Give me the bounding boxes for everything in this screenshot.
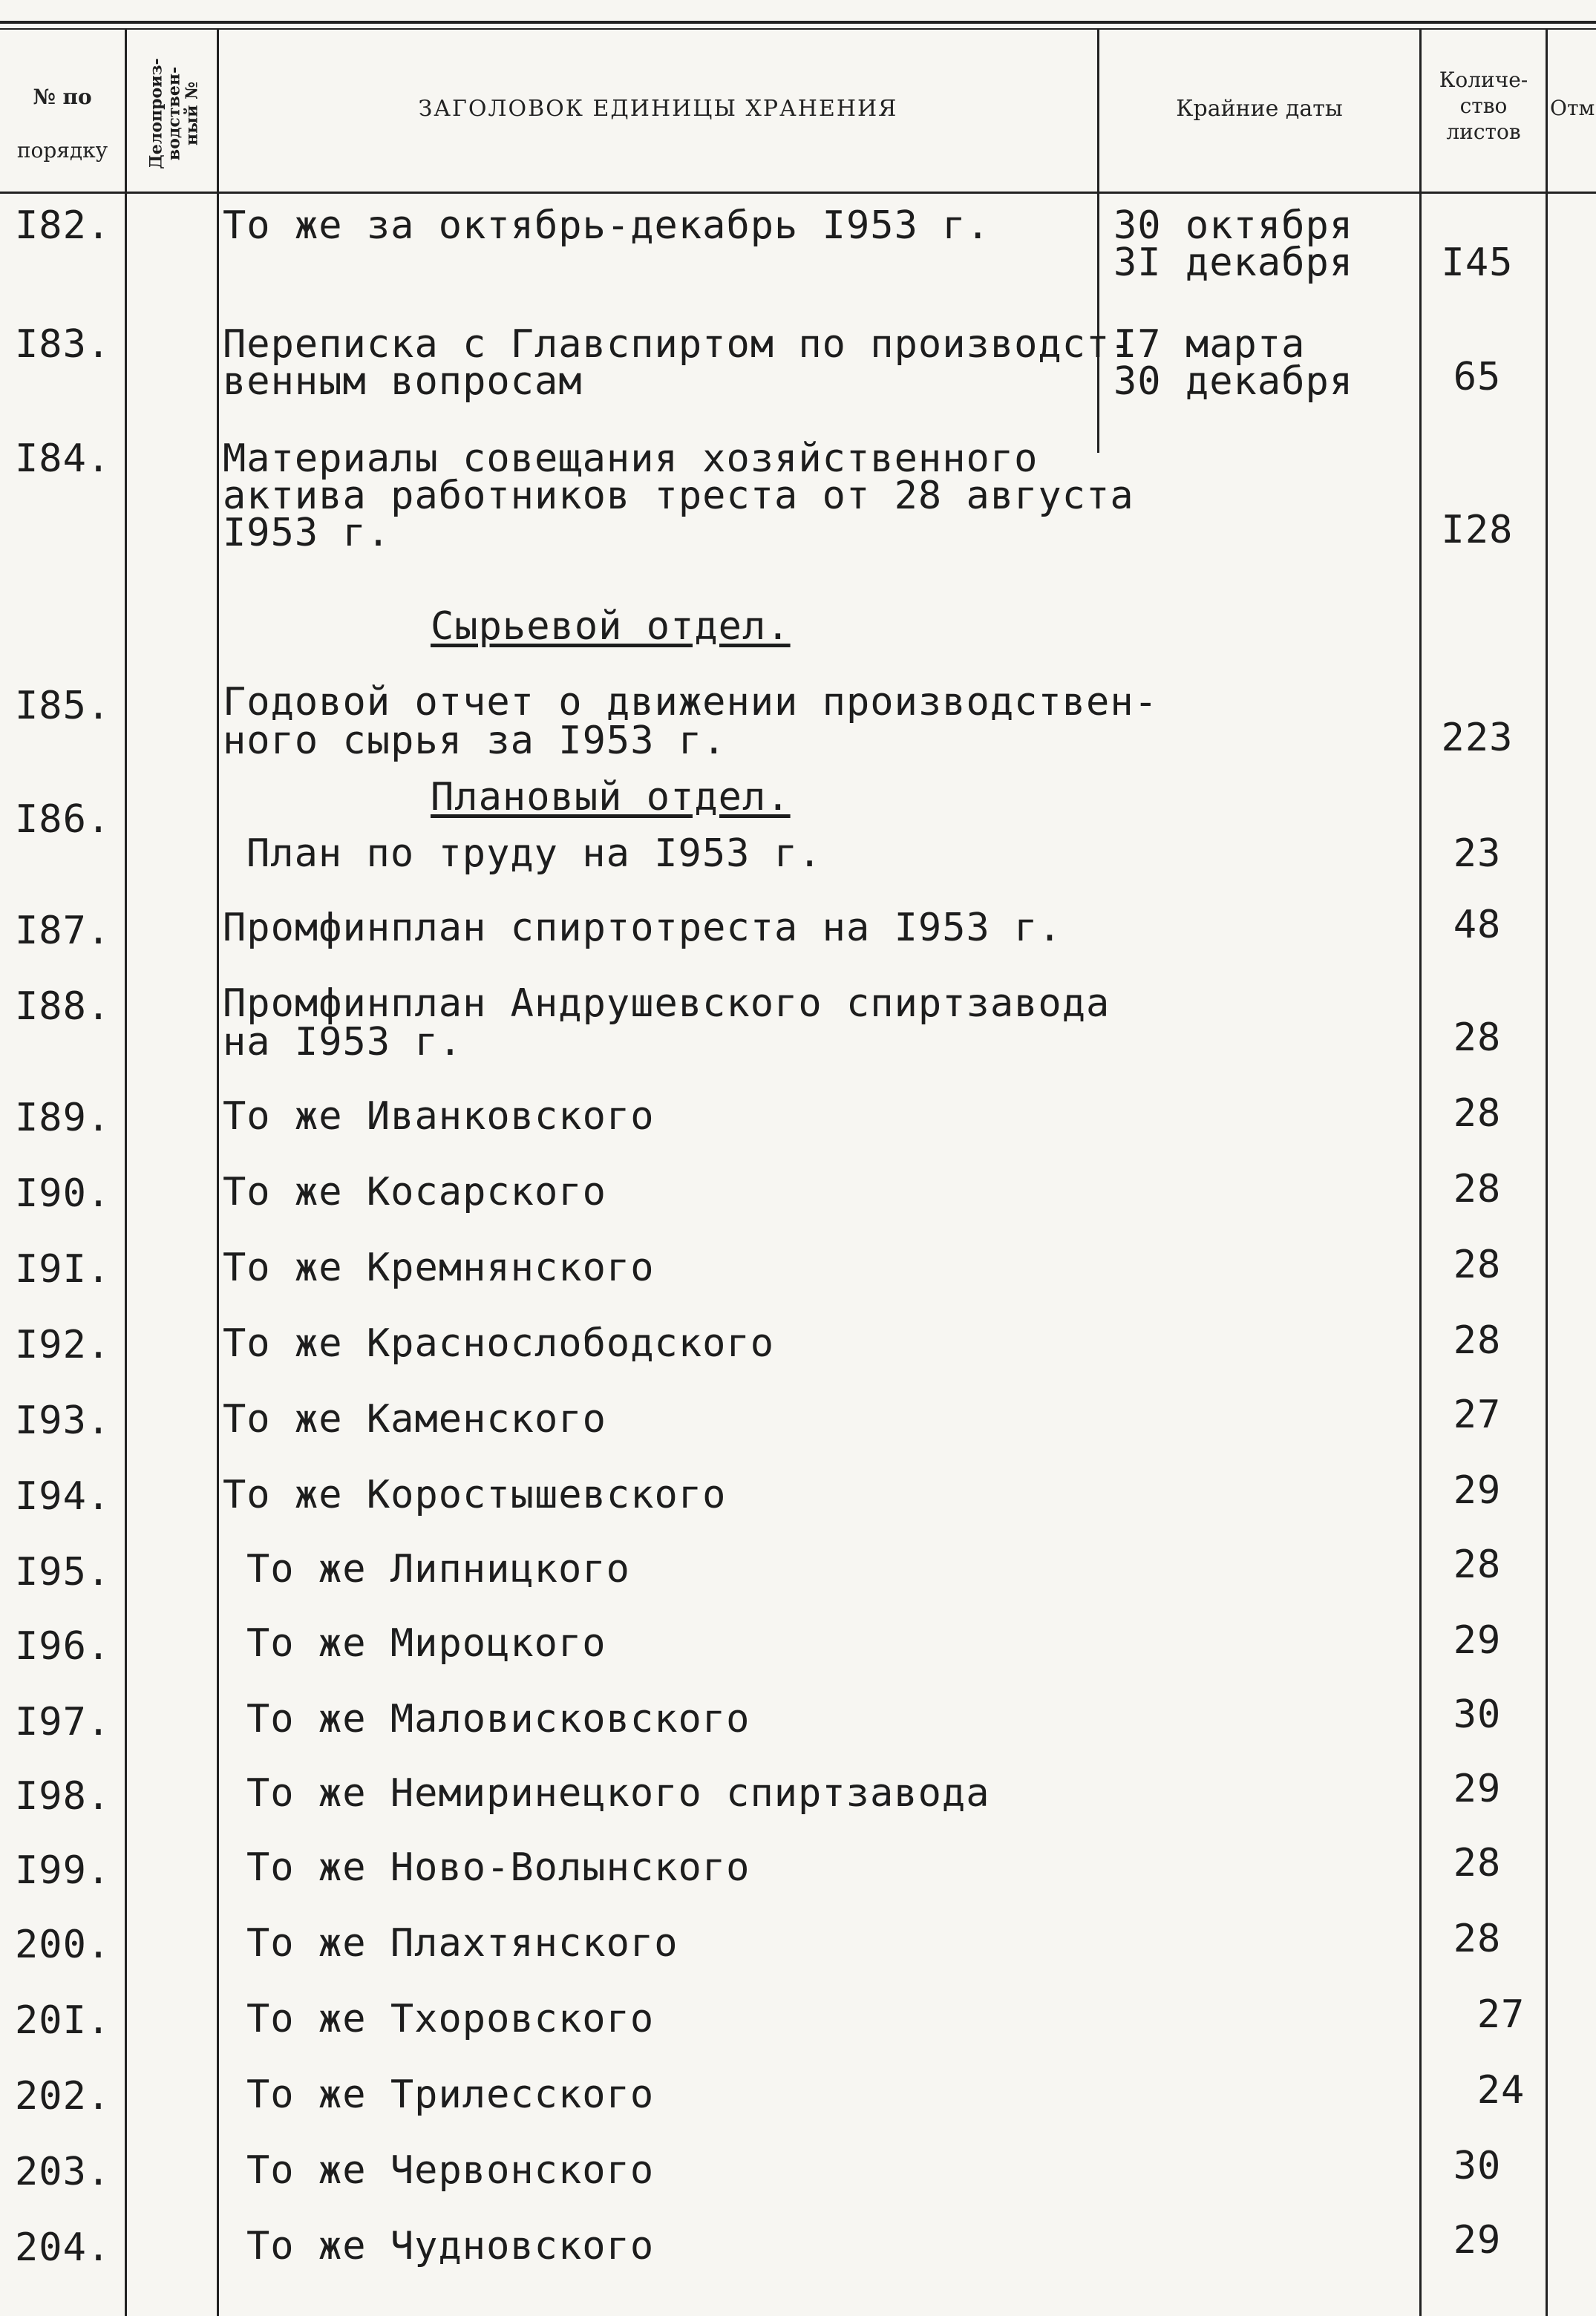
header-title: ЗАГОЛОВОК ЕДИНИЦЫ ХРАНЕНИЯ	[418, 96, 898, 122]
row-title: То же Мироцкого	[246, 1621, 606, 1666]
row-count: I45	[1441, 241, 1514, 285]
row-title: То же Чудновского	[246, 2224, 655, 2268]
row-num: I86.	[15, 797, 111, 842]
row-title: То же Маловисковского	[246, 1697, 750, 1741]
row-title: актива работников треста от 28 августа	[223, 474, 1134, 518]
row-title: То же Плахтянского	[246, 1921, 678, 1966]
row-num: I94.	[15, 1474, 111, 1519]
row-count: 28	[1453, 1167, 1502, 1211]
row-title: Переписка с Главспиртом по производст-	[223, 322, 1134, 367]
row-count: I28	[1441, 508, 1514, 552]
header-count-line2: ство	[1459, 94, 1508, 118]
header-dates: Крайние даты	[1176, 96, 1343, 122]
row-title: То же Коростышевского	[223, 1473, 727, 1517]
row-title: План по труду на I953 г.	[246, 831, 822, 876]
row-num: I99.	[15, 1848, 111, 1893]
row-count: 30	[1453, 1692, 1502, 1737]
row-title: То же Каменского	[223, 1397, 606, 1442]
header-num-line2: порядку	[16, 138, 108, 163]
row-title: То же Косарского	[223, 1170, 606, 1214]
header-num	[0, 71, 125, 177]
row-num: I87.	[15, 909, 111, 953]
row-title: То же Краснослободского	[223, 1321, 775, 1366]
row-num: I96.	[15, 1624, 111, 1669]
row-date-start: I7 марта	[1113, 322, 1306, 367]
row-title: ного сырья за I953 г.	[223, 719, 727, 763]
row-count: 23	[1453, 831, 1502, 876]
header-office-line2: водствен-	[164, 66, 184, 161]
col-rule-1	[125, 30, 127, 2316]
row-count: 29	[1453, 1767, 1502, 1811]
row-title: Промфинплан спиртотреста на I953 г.	[223, 906, 1062, 950]
row-count: 28	[1453, 1015, 1502, 1060]
row-num: 203.	[15, 2150, 111, 2194]
row-num: 204.	[15, 2225, 111, 2270]
row-count: 48	[1453, 903, 1502, 947]
row-num: I90.	[15, 1171, 111, 1216]
row-title: на I953 г.	[223, 1020, 463, 1064]
row-num: 20I.	[15, 1998, 111, 2043]
col-rule-2	[217, 30, 219, 2316]
top-rule-thin	[0, 28, 1596, 30]
row-title: венным вопросам	[223, 359, 583, 404]
row-date-end: 30 декабря	[1113, 359, 1354, 404]
row-title: То же Иванковского	[223, 1094, 655, 1139]
row-count: 29	[1453, 1618, 1502, 1663]
row-title: То же Тхоровского	[246, 1997, 655, 2041]
section-planning: Плановый отдел.	[431, 775, 791, 820]
row-count: 28	[1453, 1543, 1502, 1587]
header-office-line3: ный №	[183, 81, 203, 146]
col-rule-3	[1097, 30, 1099, 453]
row-num: I82.	[15, 203, 111, 248]
row-title: То же за октябрь-декабрь I953 г.	[223, 203, 990, 248]
row-count: 28	[1453, 1091, 1502, 1136]
row-count: 29	[1453, 2218, 1502, 2263]
row-count: 24	[1476, 2068, 1525, 2113]
header-count	[1422, 67, 1546, 145]
row-count: 27	[1453, 1393, 1502, 1437]
row-title: То же Кремнянского	[223, 1246, 655, 1290]
header-office-line1: Делопроиз-	[146, 58, 166, 169]
row-count: 27	[1476, 1992, 1525, 2037]
row-num: I97.	[15, 1700, 111, 1744]
row-num: I88.	[15, 984, 111, 1029]
row-count: 28	[1453, 1841, 1502, 1885]
row-title: То же Немиринецкого спиртзавода	[246, 1771, 990, 1816]
row-count: 28	[1453, 1318, 1502, 1363]
row-date-end: 3I декабря	[1113, 241, 1354, 285]
row-count: 29	[1453, 1468, 1502, 1513]
row-num: I83.	[15, 322, 111, 367]
header-count-line3: листов	[1446, 120, 1521, 144]
row-num: I98.	[15, 1774, 111, 1819]
row-num: I92.	[15, 1323, 111, 1367]
section-raw-materials: Сырьевой отдел.	[431, 604, 791, 649]
row-num: 202.	[15, 2074, 111, 2119]
row-num: I89.	[15, 1096, 111, 1140]
row-count: 65	[1453, 355, 1502, 399]
top-rule	[0, 21, 1596, 24]
row-count: 28	[1453, 1917, 1502, 1961]
row-title: Годовой отчет о движении производствен-	[223, 680, 1158, 724]
header-notes: Отм	[1550, 96, 1595, 120]
row-num: I9I.	[15, 1247, 111, 1292]
row-count: 223	[1441, 716, 1514, 760]
row-num: I85.	[15, 684, 111, 728]
row-num: I93.	[15, 1399, 111, 1443]
row-title: То же Червонского	[246, 2148, 655, 2193]
row-title: Промфинплан Андрушевского спиртзавода	[223, 981, 1111, 1026]
row-title: То же Липницкого	[246, 1547, 630, 1592]
header-office-no	[126, 36, 223, 192]
row-title: Материалы совещания хозяйственного	[223, 436, 1039, 481]
row-date-start: 30 октября	[1113, 203, 1354, 248]
header-count-line1: Количе-	[1439, 68, 1528, 92]
row-title: То же Ново-Волынского	[246, 1845, 750, 1890]
row-count: 30	[1453, 2144, 1502, 2188]
row-count: 28	[1453, 1243, 1502, 1287]
row-num: I95.	[15, 1550, 111, 1594]
row-title: I953 г.	[223, 511, 391, 555]
header-num-line1: № по	[33, 85, 92, 109]
header-bottom-rule	[0, 192, 1596, 194]
row-title: То же Трилесского	[246, 2073, 655, 2117]
row-num: I84.	[15, 436, 111, 481]
row-num: 200.	[15, 1923, 111, 1967]
